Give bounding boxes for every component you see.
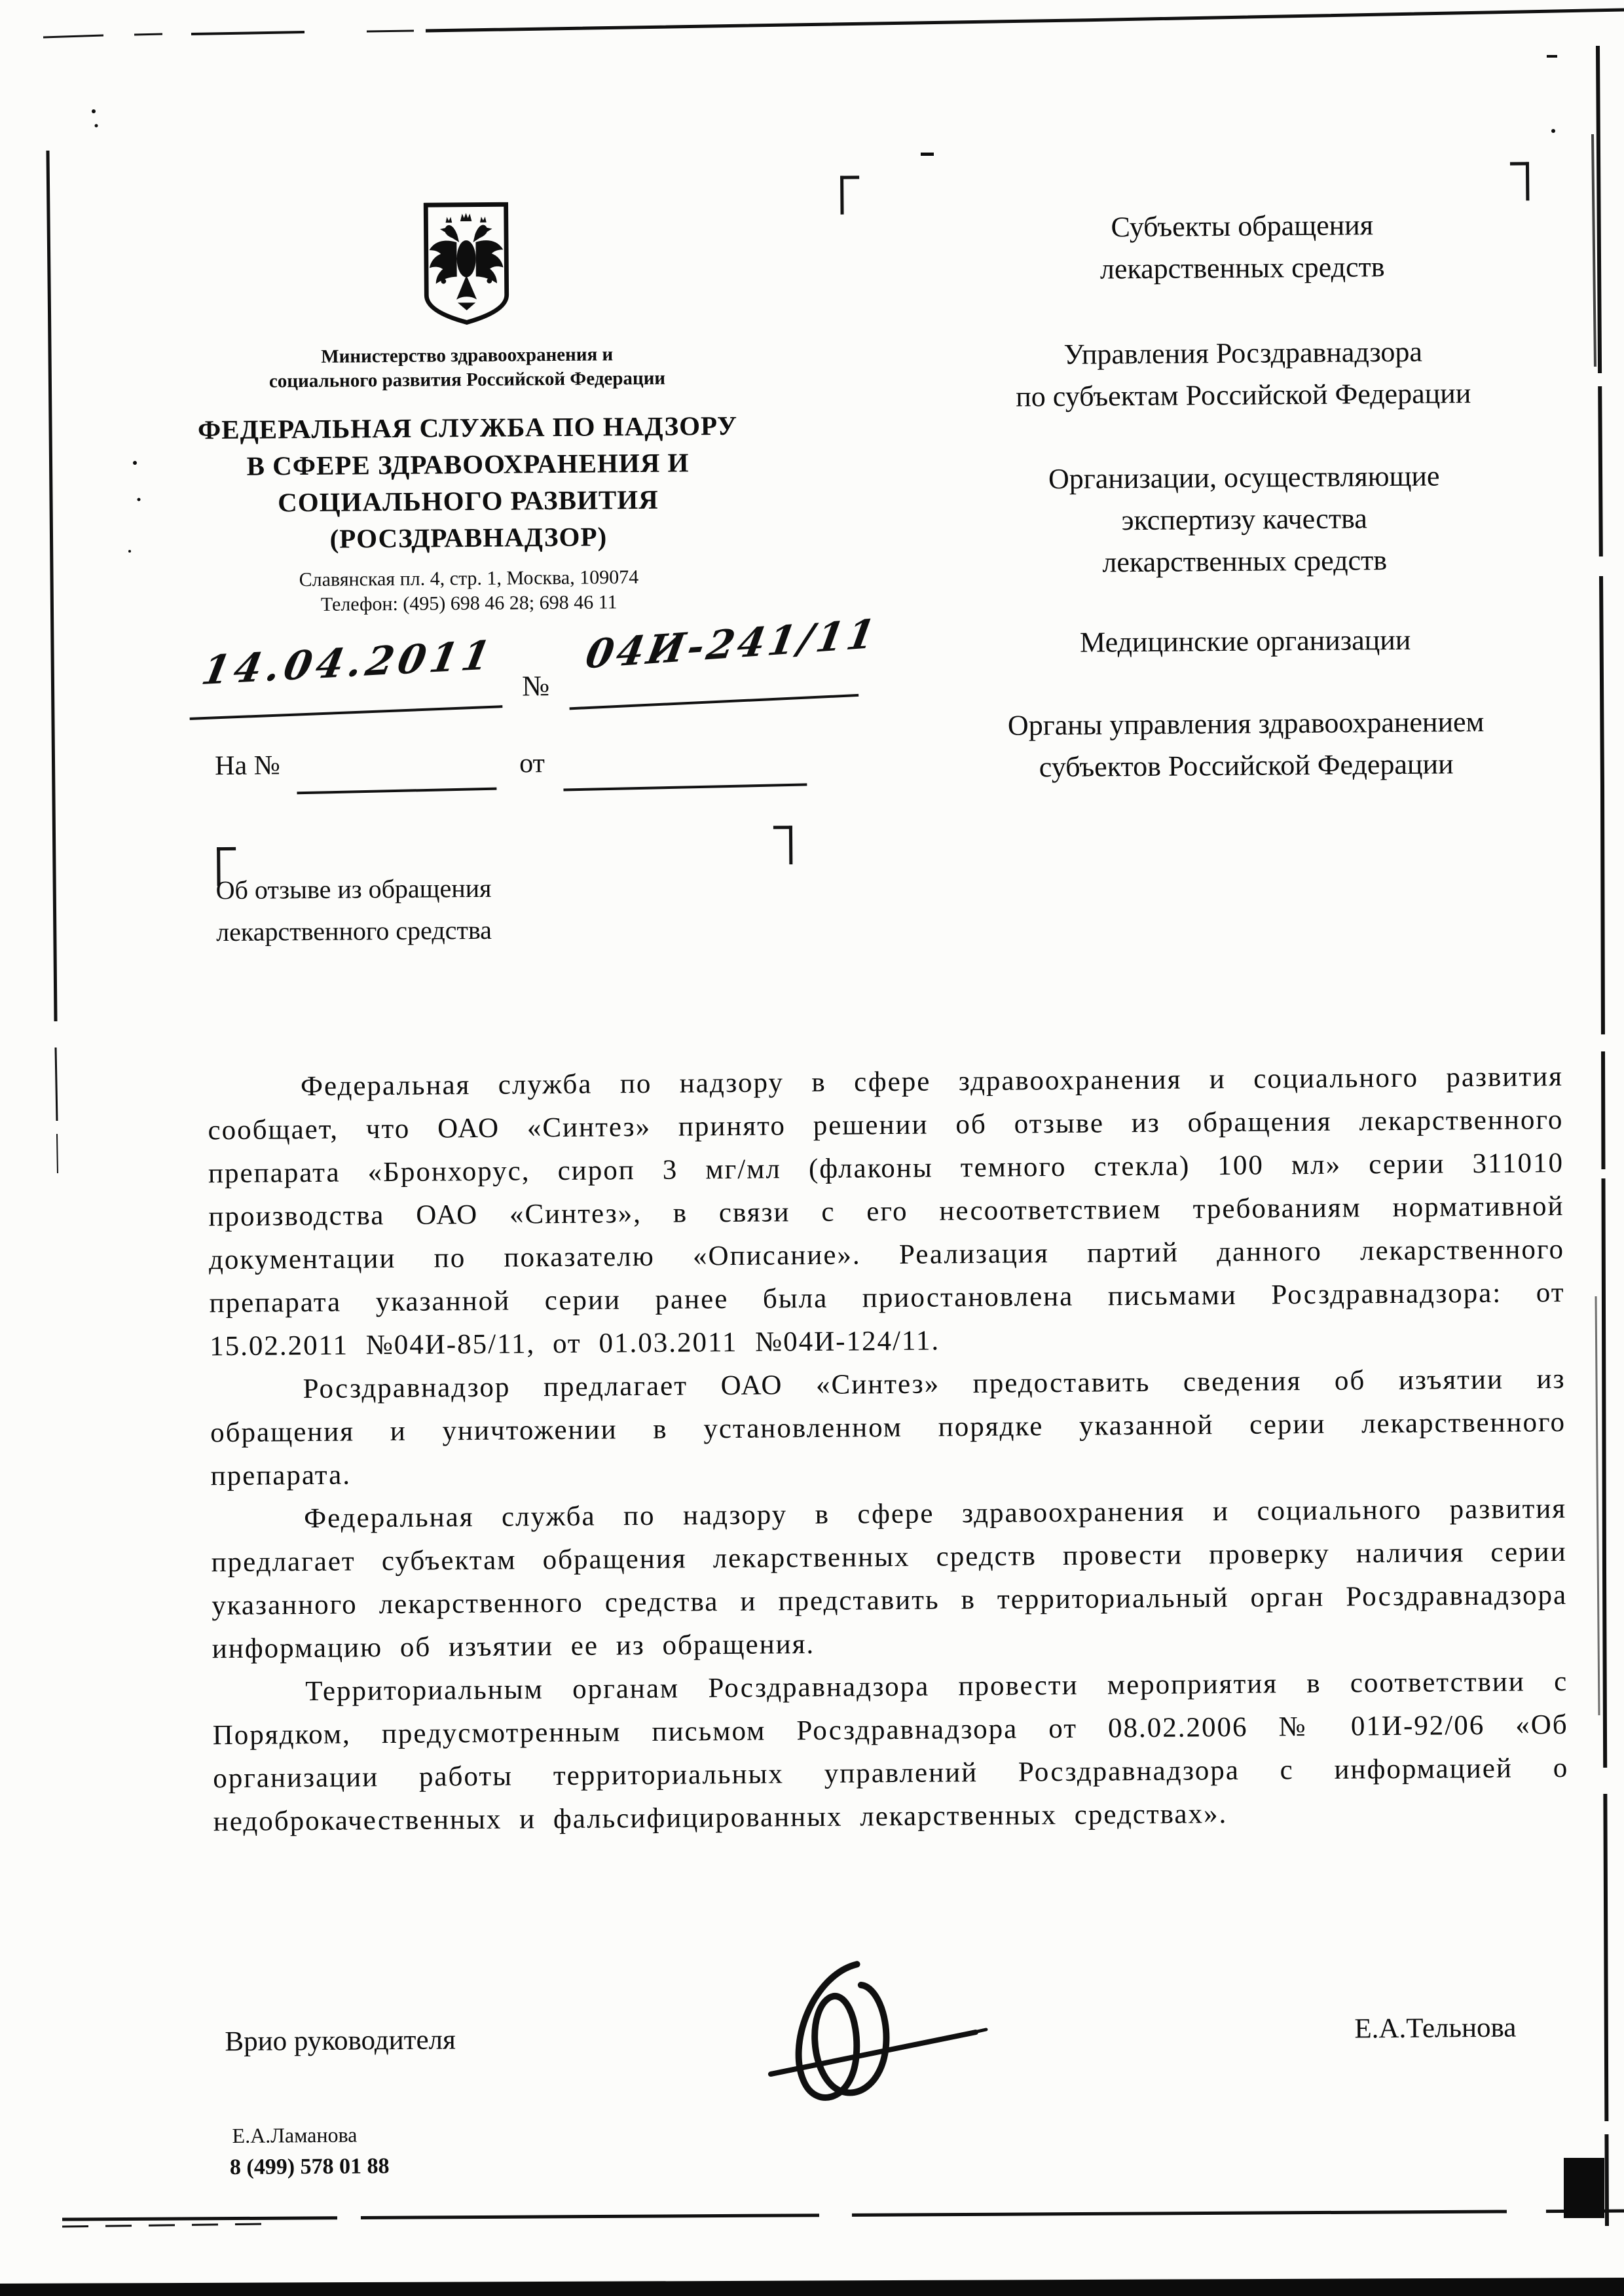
reply-to-label: На №	[214, 750, 280, 782]
body-paragraph: Росздравнадзор предлагает ОАО «Синтез» предоставить сведения об изъятии из обращения и уничтожении в установленном порядке указанной серии лекарственного препарата.	[210, 1363, 1566, 1492]
reply-number-underline	[297, 788, 496, 795]
handwritten-date: 14.04.2011	[198, 632, 499, 695]
number-sign: №	[522, 670, 550, 702]
subject-frame-bracket-right	[773, 826, 792, 864]
body-paragraph: Федеральная служба по надзору в сфере здравоохранения и социального развития сообщает, что ОАО «Синтез» принято решении об отзыве из обращения лекарственного препарата «Бронхорус, сироп 3 мг/мл (флаконы темного стекла) 100 мл» серии 311010 производства ОАО «Синтез», в связи с его несоответствием требованиям нормативной документации по показателю «Описание». Реализация партий данного лекарственного препарата указанной серии ранее была приостановлена письмами Росздравнадзора: от 15.02.2011 №04И-85/11, от 01.03.2011 №04И-124/11.	[208, 1061, 1565, 1362]
service-name: ФЕДЕРАЛЬНАЯ СЛУЖБА ПО НАДЗОРУ В СФЕРЕ ЗДРАВООХРАНЕНИЯ И СОЦИАЛЬНОГО РАЗВИТИЯ (РОСЗДРАВНАДЗОР)	[197, 410, 738, 554]
handwritten-number: 04И-241/11	[582, 611, 882, 678]
signature-scribble-icon	[735, 1945, 991, 2123]
sender-letterhead	[158, 197, 777, 618]
reply-from-label: от	[519, 748, 545, 779]
ministry-name: Министерство здравоохранения и социального развития Российской Федерации	[268, 344, 666, 392]
address-frame-bracket-right	[1510, 162, 1529, 200]
address-frame-bracket-left	[840, 175, 859, 214]
executor-phone: 8 (499) 578 01 88	[229, 2154, 390, 2180]
recipient-item: Органы управления здравоохранением субъектов Российской Федерации	[1007, 705, 1485, 784]
signer-title: Врио руководителя	[225, 2024, 456, 2058]
date-underline	[190, 705, 503, 720]
recipient-item: Медицинские организации	[1079, 623, 1411, 659]
recipient-item: Субъекты обращения лекарственных средств	[1099, 209, 1385, 285]
executor-name: Е.А.Ламанова	[232, 2123, 358, 2147]
subject-text: Об отзыве из обращения лекарственного средства	[215, 873, 492, 947]
signer-name: Е.А.Тельнова	[1354, 2012, 1517, 2045]
letter-body	[208, 1055, 1569, 1844]
body-paragraph: Территориальным органам Росздравнадзора провести мероприятия в соответствии с Порядком, предусмотренным письмом Росздравнадзора от 08.02.2006 № 01И-92/06 «Об организации работы территориальных управлений Росздравнадзора с информацией о недоброкачественных и фальсифицированных лекарственных средствах».	[212, 1666, 1569, 1838]
recipient-item: Организации, осуществляющие экспертизу качества лекарственных средств	[1048, 460, 1440, 579]
russia-coat-of-arms-emblem	[421, 200, 511, 327]
reply-date-underline	[563, 783, 807, 791]
recipient-item: Управления Росздравнадзора по субъектам Российской Федерации	[1016, 335, 1471, 413]
body-paragraph: Федеральная служба по надзору в сфере здравоохранения и социального развития предлагает субъектам обращения лекарственных средств провести проверку наличия серии указанного лекарственного средства и представить в территориальный орган Росздравнадзора информацию об изъятии ее из обращения.	[211, 1493, 1568, 1665]
sender-phone: Телефон: (495) 698 46 28; 698 46 11	[320, 591, 618, 615]
sender-address: Славянская пл. 4, стр. 1, Москва, 109074	[299, 566, 639, 591]
number-underline	[570, 694, 859, 710]
